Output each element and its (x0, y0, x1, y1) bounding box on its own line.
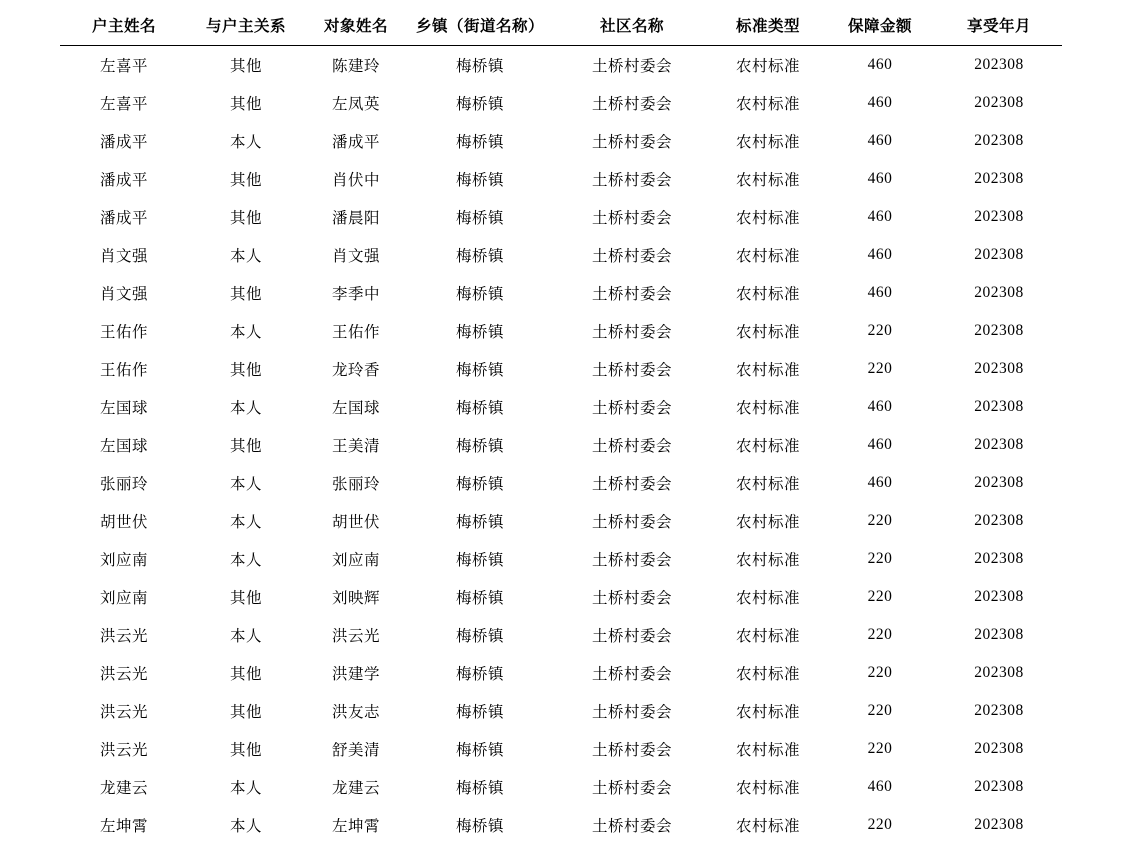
cell-person-name: 肖伏中 (304, 160, 408, 198)
cell-community: 土桥村委会 (552, 236, 712, 274)
cell-amount: 460 (824, 274, 936, 312)
cell-community: 土桥村委会 (552, 122, 712, 160)
cell-person-name: 龙玲香 (304, 350, 408, 388)
table-header-row (60, 8, 1062, 46)
table-row (60, 84, 1062, 122)
table-row (60, 540, 1062, 578)
cell-relationship: 其他 (188, 198, 304, 236)
cell-township: 梅桥镇 (408, 198, 552, 236)
cell-standard-type: 农村标准 (712, 122, 824, 160)
cell-amount: 460 (824, 236, 936, 274)
cell-period: 202308 (936, 350, 1062, 388)
cell-householder-name: 左国球 (60, 426, 188, 464)
table-row (60, 198, 1062, 236)
cell-standard-type: 农村标准 (712, 616, 824, 654)
column-header-relationship: 与户主关系 (188, 8, 304, 46)
cell-relationship: 本人 (188, 768, 304, 806)
table-row (60, 274, 1062, 312)
cell-period: 202308 (936, 198, 1062, 236)
cell-relationship: 本人 (188, 806, 304, 844)
cell-person-name: 刘映辉 (304, 578, 408, 616)
table-row (60, 464, 1062, 502)
cell-community: 土桥村委会 (552, 274, 712, 312)
cell-community: 土桥村委会 (552, 616, 712, 654)
cell-amount: 460 (824, 768, 936, 806)
cell-standard-type: 农村标准 (712, 274, 824, 312)
cell-relationship: 本人 (188, 502, 304, 540)
cell-amount: 460 (824, 122, 936, 160)
cell-relationship: 其他 (188, 578, 304, 616)
cell-amount: 460 (824, 84, 936, 122)
cell-township: 梅桥镇 (408, 464, 552, 502)
cell-person-name: 潘晨阳 (304, 198, 408, 236)
cell-community: 土桥村委会 (552, 806, 712, 844)
cell-person-name: 肖文强 (304, 236, 408, 274)
cell-community: 土桥村委会 (552, 350, 712, 388)
cell-amount: 220 (824, 502, 936, 540)
cell-relationship: 本人 (188, 388, 304, 426)
cell-amount: 460 (824, 464, 936, 502)
cell-person-name: 洪友志 (304, 692, 408, 730)
cell-householder-name: 左国球 (60, 388, 188, 426)
table-row (60, 692, 1062, 730)
cell-township: 梅桥镇 (408, 502, 552, 540)
cell-householder-name: 王佑作 (60, 350, 188, 388)
cell-relationship: 其他 (188, 730, 304, 768)
cell-township: 梅桥镇 (408, 806, 552, 844)
cell-period: 202308 (936, 426, 1062, 464)
cell-amount: 220 (824, 540, 936, 578)
cell-householder-name: 潘成平 (60, 198, 188, 236)
cell-township: 梅桥镇 (408, 654, 552, 692)
cell-community: 土桥村委会 (552, 502, 712, 540)
cell-standard-type: 农村标准 (712, 730, 824, 768)
cell-amount: 220 (824, 616, 936, 654)
cell-relationship: 本人 (188, 464, 304, 502)
cell-person-name: 李季中 (304, 274, 408, 312)
cell-person-name: 洪建学 (304, 654, 408, 692)
cell-person-name: 张丽玲 (304, 464, 408, 502)
table-row (60, 236, 1062, 274)
column-header-period: 享受年月 (936, 8, 1062, 46)
cell-township: 梅桥镇 (408, 692, 552, 730)
cell-amount: 220 (824, 312, 936, 350)
table-row (60, 654, 1062, 692)
cell-householder-name: 龙建云 (60, 768, 188, 806)
cell-township: 梅桥镇 (408, 84, 552, 122)
table-row (60, 502, 1062, 540)
cell-amount: 460 (824, 46, 936, 85)
cell-relationship: 本人 (188, 236, 304, 274)
cell-relationship: 其他 (188, 274, 304, 312)
cell-amount: 220 (824, 578, 936, 616)
cell-relationship: 本人 (188, 312, 304, 350)
cell-householder-name: 左坤霄 (60, 806, 188, 844)
cell-period: 202308 (936, 502, 1062, 540)
cell-community: 土桥村委会 (552, 730, 712, 768)
cell-community: 土桥村委会 (552, 578, 712, 616)
cell-standard-type: 农村标准 (712, 426, 824, 464)
column-header-amount: 保障金额 (824, 8, 936, 46)
cell-person-name: 刘应南 (304, 540, 408, 578)
cell-period: 202308 (936, 312, 1062, 350)
cell-person-name: 左凤英 (304, 84, 408, 122)
table-body (60, 46, 1062, 844)
cell-amount: 460 (824, 388, 936, 426)
column-header-standard-type: 标准类型 (712, 8, 824, 46)
cell-standard-type: 农村标准 (712, 502, 824, 540)
cell-relationship: 其他 (188, 160, 304, 198)
cell-amount: 220 (824, 350, 936, 388)
cell-relationship: 本人 (188, 122, 304, 160)
cell-householder-name: 左喜平 (60, 46, 188, 85)
cell-township: 梅桥镇 (408, 730, 552, 768)
cell-amount: 460 (824, 426, 936, 464)
cell-person-name: 陈建玲 (304, 46, 408, 85)
cell-period: 202308 (936, 236, 1062, 274)
cell-community: 土桥村委会 (552, 464, 712, 502)
cell-relationship: 其他 (188, 692, 304, 730)
cell-community: 土桥村委会 (552, 160, 712, 198)
table-row (60, 806, 1062, 844)
cell-period: 202308 (936, 578, 1062, 616)
cell-township: 梅桥镇 (408, 350, 552, 388)
cell-relationship: 其他 (188, 654, 304, 692)
cell-relationship: 本人 (188, 540, 304, 578)
cell-person-name: 王美清 (304, 426, 408, 464)
cell-standard-type: 农村标准 (712, 236, 824, 274)
cell-period: 202308 (936, 540, 1062, 578)
cell-standard-type: 农村标准 (712, 578, 824, 616)
cell-householder-name: 潘成平 (60, 122, 188, 160)
cell-standard-type: 农村标准 (712, 464, 824, 502)
column-header-township: 乡镇（街道名称） (408, 8, 552, 46)
table-row (60, 46, 1062, 85)
cell-period: 202308 (936, 692, 1062, 730)
cell-amount: 460 (824, 160, 936, 198)
cell-township: 梅桥镇 (408, 236, 552, 274)
cell-community: 土桥村委会 (552, 388, 712, 426)
cell-relationship: 其他 (188, 426, 304, 464)
cell-period: 202308 (936, 806, 1062, 844)
cell-period: 202308 (936, 274, 1062, 312)
cell-standard-type: 农村标准 (712, 654, 824, 692)
cell-person-name: 洪云光 (304, 616, 408, 654)
cell-householder-name: 洪云光 (60, 654, 188, 692)
table-row (60, 768, 1062, 806)
cell-amount: 220 (824, 654, 936, 692)
cell-householder-name: 洪云光 (60, 616, 188, 654)
cell-community: 土桥村委会 (552, 768, 712, 806)
cell-person-name: 潘成平 (304, 122, 408, 160)
cell-standard-type: 农村标准 (712, 806, 824, 844)
cell-community: 土桥村委会 (552, 692, 712, 730)
cell-township: 梅桥镇 (408, 388, 552, 426)
cell-township: 梅桥镇 (408, 274, 552, 312)
cell-standard-type: 农村标准 (712, 768, 824, 806)
cell-period: 202308 (936, 160, 1062, 198)
cell-period: 202308 (936, 768, 1062, 806)
cell-township: 梅桥镇 (408, 122, 552, 160)
cell-period: 202308 (936, 464, 1062, 502)
cell-householder-name: 刘应南 (60, 578, 188, 616)
cell-township: 梅桥镇 (408, 540, 552, 578)
cell-householder-name: 洪云光 (60, 730, 188, 768)
cell-person-name: 左坤霄 (304, 806, 408, 844)
cell-standard-type: 农村标准 (712, 350, 824, 388)
cell-householder-name: 左喜平 (60, 84, 188, 122)
table-row (60, 312, 1062, 350)
cell-community: 土桥村委会 (552, 654, 712, 692)
cell-township: 梅桥镇 (408, 768, 552, 806)
cell-period: 202308 (936, 388, 1062, 426)
cell-householder-name: 王佑作 (60, 312, 188, 350)
cell-amount: 220 (824, 730, 936, 768)
cell-standard-type: 农村标准 (712, 84, 824, 122)
table-row (60, 388, 1062, 426)
table-row (60, 122, 1062, 160)
cell-person-name: 王佑作 (304, 312, 408, 350)
cell-period: 202308 (936, 84, 1062, 122)
column-header-person-name: 对象姓名 (304, 8, 408, 46)
cell-householder-name: 刘应南 (60, 540, 188, 578)
cell-community: 土桥村委会 (552, 426, 712, 464)
cell-amount: 460 (824, 198, 936, 236)
column-header-householder-name: 户主姓名 (60, 8, 188, 46)
cell-relationship: 本人 (188, 616, 304, 654)
cell-person-name: 左国球 (304, 388, 408, 426)
cell-community: 土桥村委会 (552, 46, 712, 85)
cell-householder-name: 肖文强 (60, 236, 188, 274)
cell-township: 梅桥镇 (408, 160, 552, 198)
cell-township: 梅桥镇 (408, 426, 552, 464)
cell-period: 202308 (936, 122, 1062, 160)
cell-standard-type: 农村标准 (712, 692, 824, 730)
cell-person-name: 龙建云 (304, 768, 408, 806)
subsistence-allowance-table (60, 8, 1062, 844)
cell-person-name: 胡世伏 (304, 502, 408, 540)
cell-householder-name: 肖文强 (60, 274, 188, 312)
cell-standard-type: 农村标准 (712, 46, 824, 85)
cell-householder-name: 潘成平 (60, 160, 188, 198)
table-row (60, 160, 1062, 198)
cell-standard-type: 农村标准 (712, 198, 824, 236)
cell-standard-type: 农村标准 (712, 540, 824, 578)
cell-community: 土桥村委会 (552, 84, 712, 122)
table-row (60, 578, 1062, 616)
cell-community: 土桥村委会 (552, 540, 712, 578)
cell-period: 202308 (936, 654, 1062, 692)
table-row (60, 350, 1062, 388)
cell-householder-name: 张丽玲 (60, 464, 188, 502)
cell-standard-type: 农村标准 (712, 160, 824, 198)
table-row (60, 426, 1062, 464)
cell-community: 土桥村委会 (552, 312, 712, 350)
cell-period: 202308 (936, 46, 1062, 85)
cell-householder-name: 胡世伏 (60, 502, 188, 540)
column-header-community: 社区名称 (552, 8, 712, 46)
cell-relationship: 其他 (188, 46, 304, 85)
cell-standard-type: 农村标准 (712, 388, 824, 426)
cell-township: 梅桥镇 (408, 46, 552, 85)
cell-period: 202308 (936, 730, 1062, 768)
cell-township: 梅桥镇 (408, 616, 552, 654)
cell-standard-type: 农村标准 (712, 312, 824, 350)
cell-relationship: 其他 (188, 350, 304, 388)
cell-relationship: 其他 (188, 84, 304, 122)
cell-township: 梅桥镇 (408, 578, 552, 616)
cell-period: 202308 (936, 616, 1062, 654)
cell-amount: 220 (824, 692, 936, 730)
table-row (60, 616, 1062, 654)
cell-amount: 220 (824, 806, 936, 844)
cell-householder-name: 洪云光 (60, 692, 188, 730)
cell-person-name: 舒美清 (304, 730, 408, 768)
cell-community: 土桥村委会 (552, 198, 712, 236)
cell-township: 梅桥镇 (408, 312, 552, 350)
table-header (60, 8, 1062, 46)
table-row (60, 730, 1062, 768)
